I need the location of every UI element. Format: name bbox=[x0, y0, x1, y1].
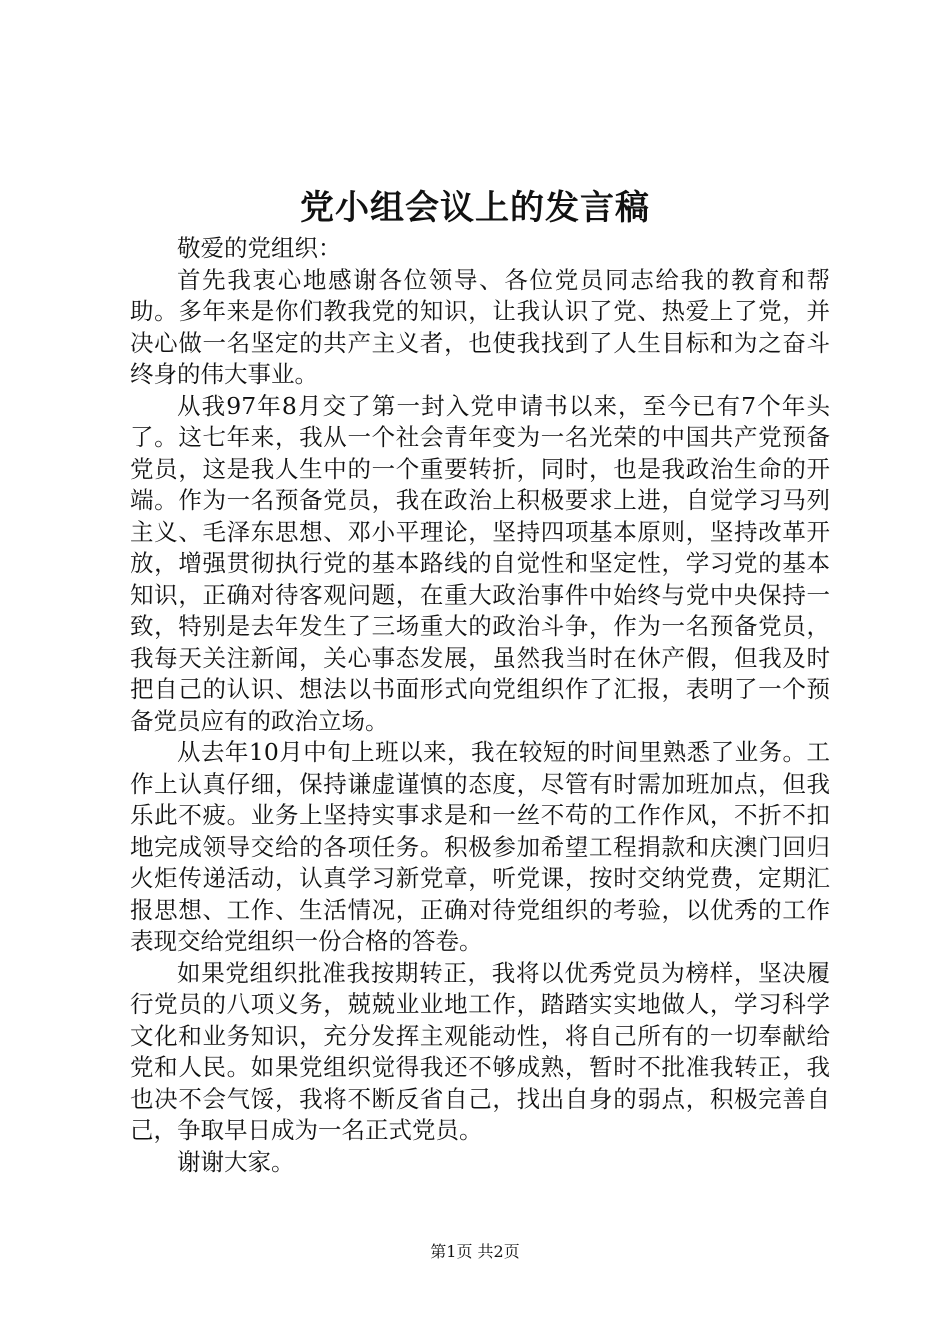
paragraph: 从我97年8月交了第一封入党申请书以来，至今已有7个年头了。这七年来，我从一个社会青年变为一名光荣的中国共产党预备党员，这是我人生中的一个重要转折，同时，也是我政治生命的开端。作为一名预备党员，我在政治上积极要求上进，自觉学习马列主义、毛泽东思想、邓小平理论，坚持四项基本原则，坚持改革开放，增强贯彻执行党的基本路线的自觉性和坚定性，学习党的基本知识，正确对待客观问题，在重大政治事件中始终与党中央保持一致，特别是去年发生了三场重大的政治斗争，作为一名预备党员，我每天关注新闻，关心事态发展，虽然我当时在休产假，但我及时把自己的认识、想法以书面形式向党组织作了汇报，表明了一个预备党员应有的政治立场。 bbox=[130, 391, 830, 735]
paragraph: 从去年10月中旬上班以来，我在较短的时间里熟悉了业务。工作上认真仔细，保持谦虚谨慎的态度，尽管有时需加班加点，但我乐此不疲。业务上坚持实事求是和一丝不苟的工作作风，不折不扣地完成领导交给的各项任务。积极参加希望工程捐款和庆澳门回归火炬传递活动，认真学习新党章，听党课，按时交纳党费，定期汇报思想、工作、生活情况，正确对待党组织的考验，以优秀的工作表现交给党组织一份合格的答卷。 bbox=[130, 738, 830, 955]
page-footer: 第1页 共2页 bbox=[430, 1242, 520, 1261]
closing: 谢谢大家。 bbox=[177, 1147, 295, 1176]
document-body bbox=[130, 233, 830, 1178]
document-title: 党小组会议上的发言稿 bbox=[300, 188, 650, 228]
salutation: 敬爱的党组织： bbox=[177, 234, 342, 262]
paragraph: 如果党组织批准我按期转正，我将以优秀党员为榜样，坚决履行党员的八项义务，兢兢业业地工作，踏踏实实地做人，学习科学文化和业务知识，充分发挥主观能动性，将自己所有的一切奉献给党和人民。如果党组织觉得我还不够成熟，暂时不批准我转正，我也决不会气馁，我将不断反省自己，找出自身的弱点，积极完善自己，争取早日成为一名正式党员。 bbox=[130, 958, 830, 1144]
paragraph: 首先我衷心地感谢各位领导、各位党员同志给我的教育和帮助。多年来是你们教我党的知识，让我认识了党、热爱上了党，并决心做一名坚定的共产主义者，也使我找到了人生目标和为之奋斗终身的伟大事业。 bbox=[130, 265, 830, 388]
